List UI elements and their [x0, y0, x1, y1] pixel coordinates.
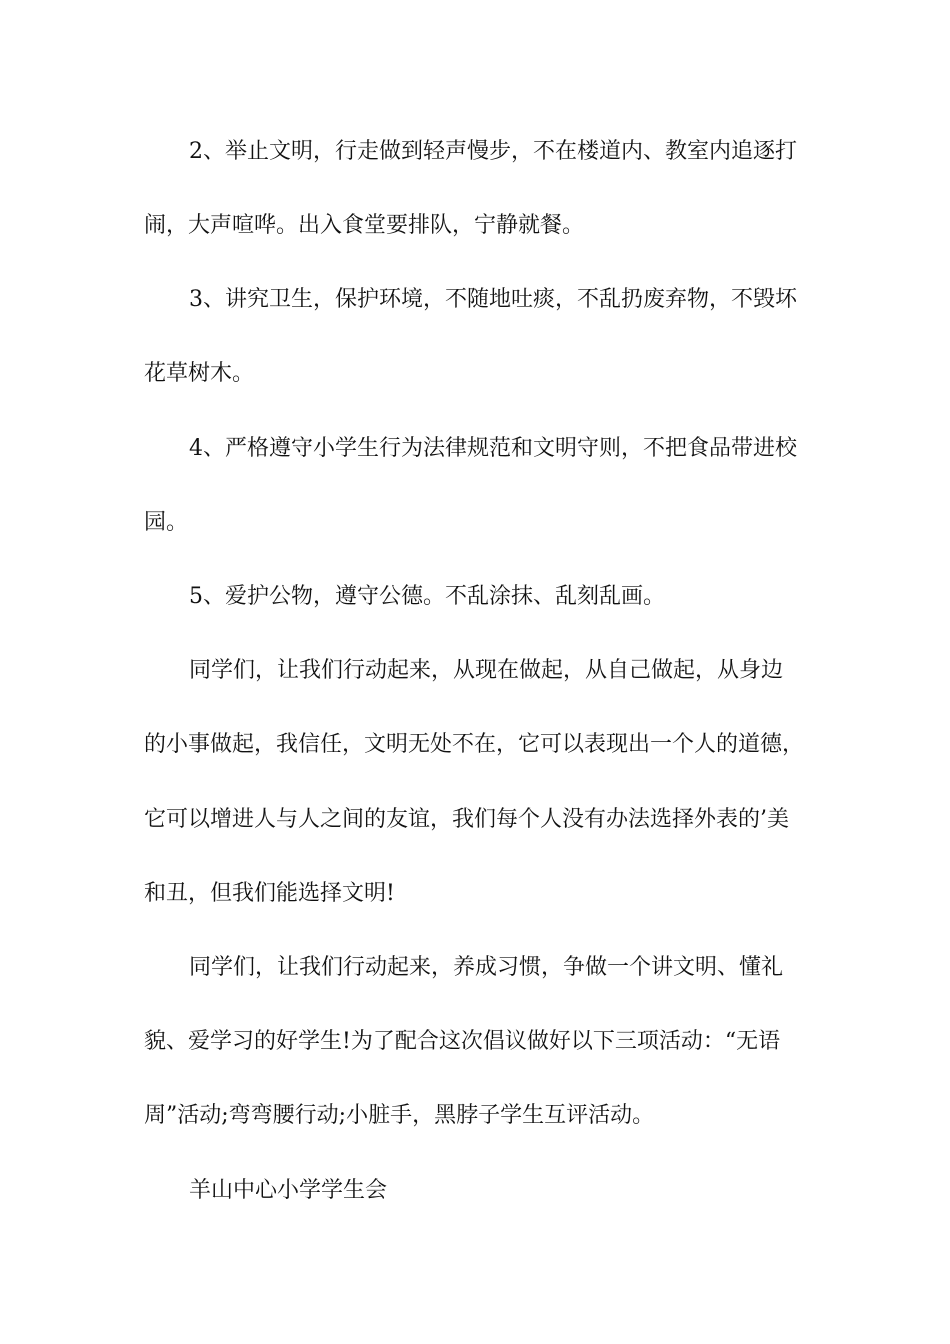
paragraph-2-line-3: 周”活动;弯弯腰行动;小脏手，黑脖子学生互评活动。 [144, 1103, 655, 1128]
paragraph-1-line-2: 的小事做起，我信任，文明无处不在，它可以表现出一个人的道德， [144, 732, 805, 757]
item-5-line-1: 5、爱护公物，遵守公德。不乱涂抹、乱刻乱画。 [189, 584, 665, 609]
paragraph-1-line-3: 它可以增进人与人之间的友谊，我们每个人没有办法选择外表的’美 [144, 807, 789, 832]
item-3-line-1: 3、讲究卫生，保护环境，不随地吐痰，不乱扔废弃物，不毁坏 [189, 287, 797, 312]
item-4-line-1: 4、严格遵守小学生行为法律规范和文明守则，不把食品带进校 [189, 436, 797, 461]
item-2-line-1: 2、举止文明，行走做到轻声慢步，不在楼道内、教室内追逐打 [189, 139, 797, 164]
item-3-line-2: 花草树木。 [144, 361, 255, 386]
item-2-line-2: 闹，大声喧哗。出入食堂要排队，宁静就餐。 [144, 213, 585, 238]
signature: 羊山中心小学学生会 [189, 1178, 388, 1203]
paragraph-1-line-1: 同学们，让我们行动起来，从现在做起，从自己做起，从身边 [189, 658, 784, 683]
paragraph-2-line-2: 貌、爱学习的好学生!为了配合这次倡议做好以下三项活动：“无语 [144, 1029, 781, 1054]
item-4-line-2: 园。 [144, 510, 189, 535]
paragraph-2-line-1: 同学们，让我们行动起来，养成习惯，争做一个讲文明、懂礼 [189, 955, 784, 980]
paragraph-1-line-4: 和丑，但我们能选择文明! [144, 881, 395, 906]
